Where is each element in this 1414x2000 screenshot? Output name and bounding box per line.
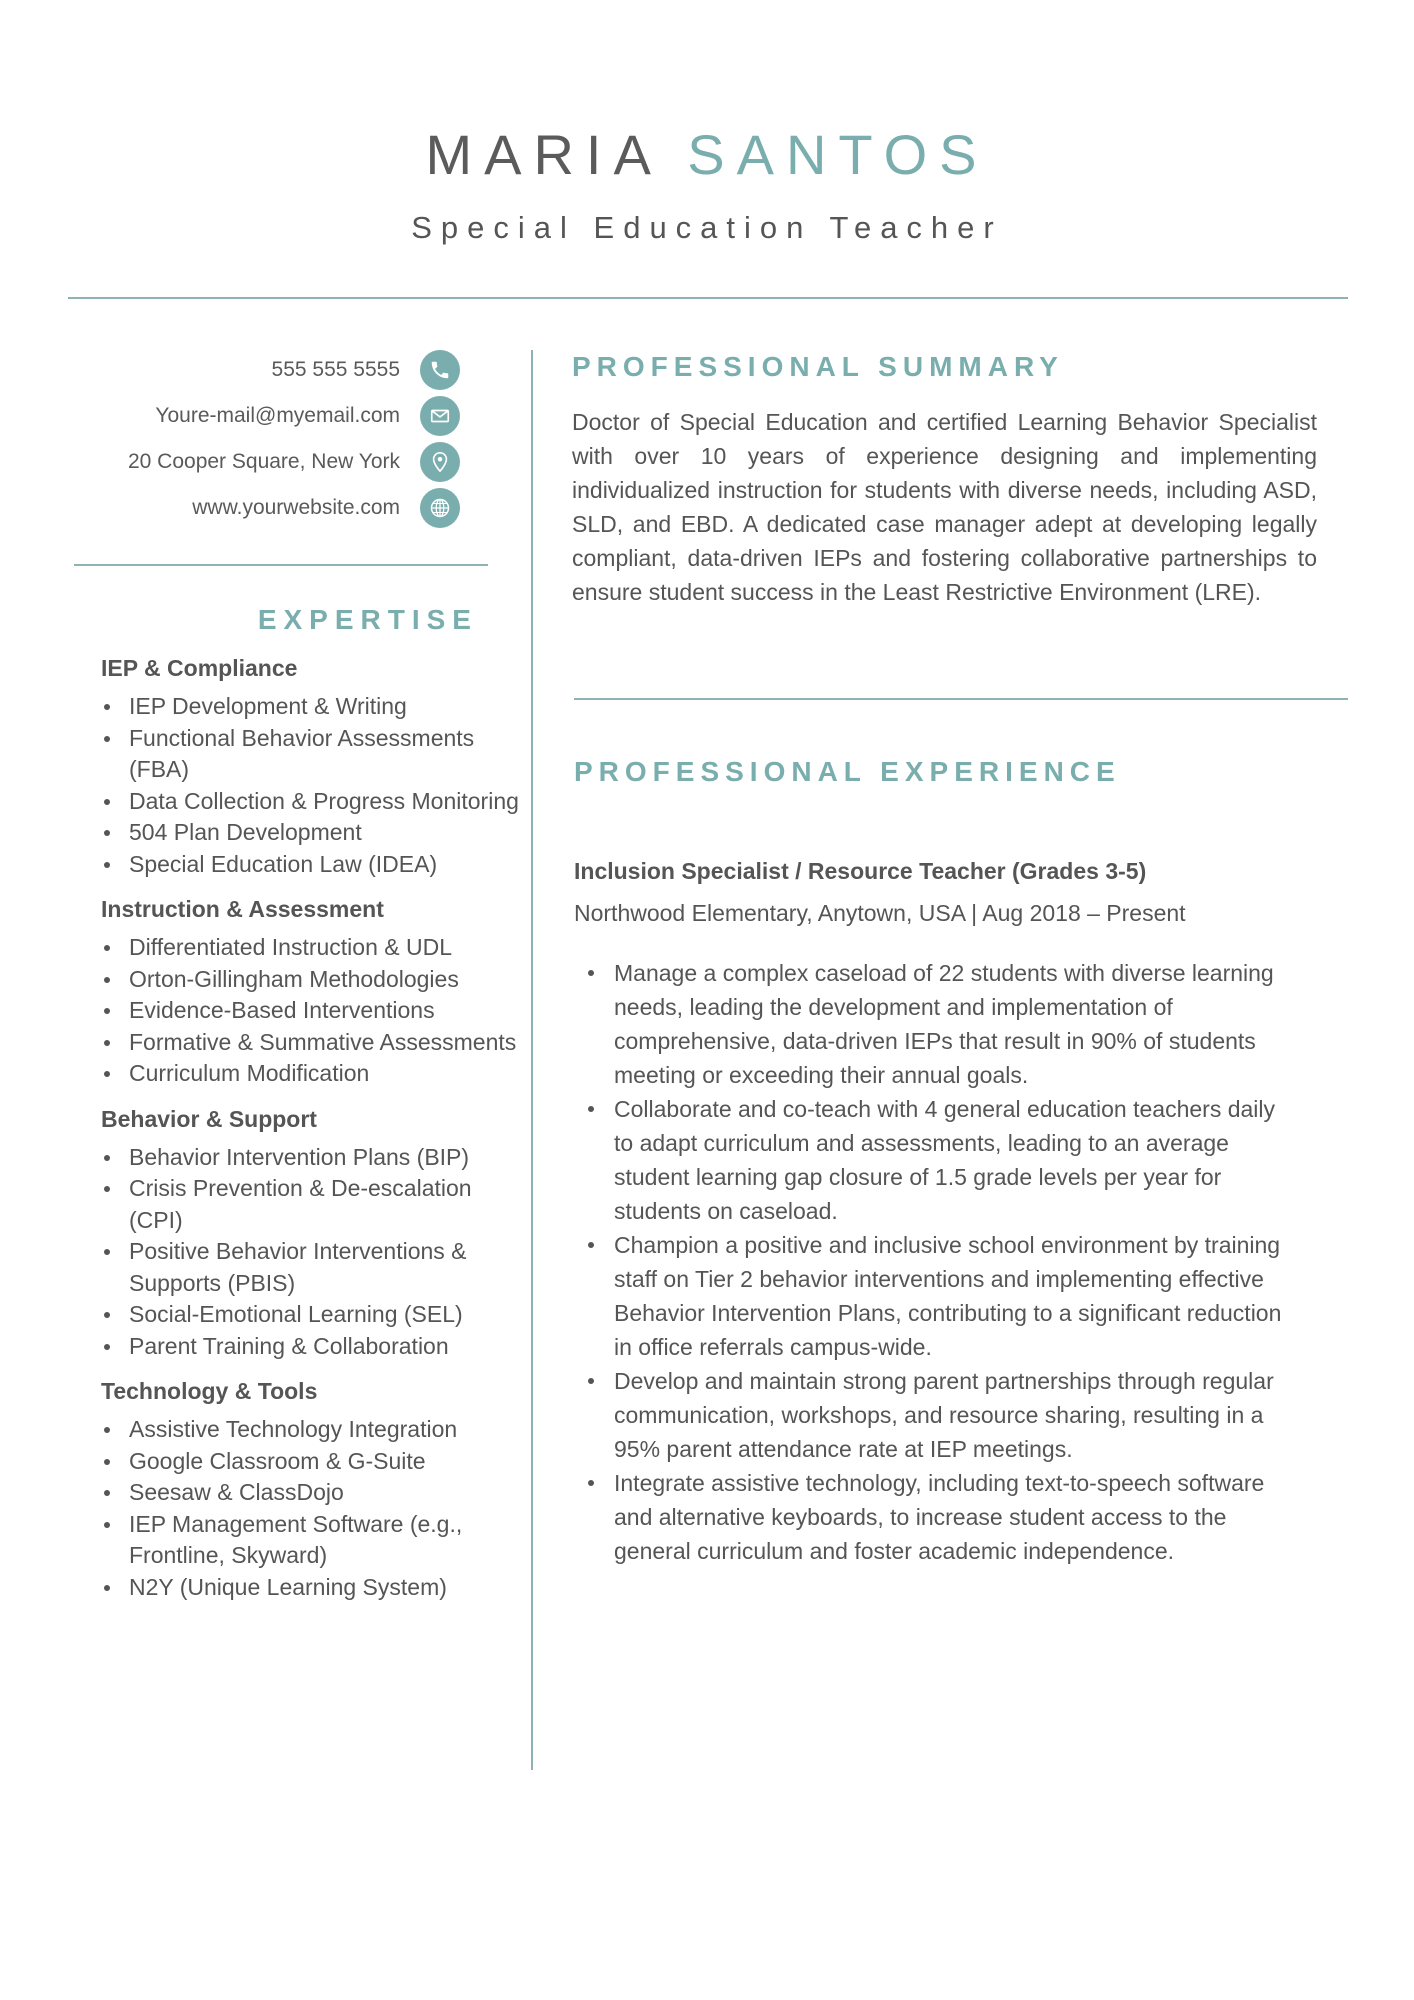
contact-block [60,347,460,531]
expertise-group [101,1102,521,1363]
experience-section [574,752,1314,1568]
experience-heading: PROFESSIONAL EXPERIENCE [574,756,1121,787]
expertise-list [101,691,521,880]
expertise-item: Positive Behavior Interventions & Supports (PBIS) [101,1236,521,1299]
expertise-item: Differentiated Instruction & UDL [101,932,521,964]
summary-heading: PROFESSIONAL SUMMARY [572,351,1064,382]
expertise-item: Crisis Prevention & De-escalation (CPI) [101,1173,521,1236]
job-bullet: Integrate assistive technology, including text-to-speech software and alternative keyboards, to increase student access to the general curriculum and foster academic independence. [574,1466,1294,1568]
expertise-item: N2Y (Unique Learning System) [101,1572,521,1604]
expertise-item: Functional Behavior Assessments (FBA) [101,723,521,786]
contact-divider [74,564,488,566]
last-name: SANTOS [687,123,989,186]
expertise-list [101,932,521,1090]
expertise-item: Evidence-Based Interventions [101,995,521,1027]
job-position-title: Inclusion Specialist / Resource Teacher (Grades 3-5) [574,858,1147,884]
expertise-item: Social-Emotional Learning (SEL) [101,1299,521,1331]
email-text[interactable]: Youre-mail@myemail.com [155,404,400,427]
envelope-icon [420,396,460,436]
header-divider [68,297,1348,299]
expertise-item: 504 Plan Development [101,817,521,849]
expertise-item: Assistive Technology Integration [101,1414,521,1446]
expertise-group [101,651,521,880]
location-pin-icon [420,442,460,482]
resume-header [0,120,1414,248]
phone-icon [420,350,460,390]
expertise-heading: EXPERTISE [257,604,478,635]
contact-address-row [60,439,460,485]
expertise-group-title: Instruction & Assessment [101,896,384,922]
expertise-item: Formative & Summative Assessments [101,1027,521,1059]
expertise-item: IEP Development & Writing [101,691,521,723]
summary-text: Doctor of Special Education and certified Learning Behavior Specialist with over 10 years of experience designing and implementing individualized instruction for students with diverse needs, including ASD, SLD, and EBD. A dedicated case manager adept at developing legally compliant, data-driven IEPs and fostering collaborative partnerships to ensure student success in the Least Restrictive Environment (LRE). [572,409,1317,605]
expertise-item: Special Education Law (IDEA) [101,849,521,881]
first-name: MARIA [425,123,660,186]
expertise-list [101,1142,521,1363]
expertise-group-title: Technology & Tools [101,1378,318,1404]
address-text: 20 Cooper Square, New York [127,450,400,473]
summary-divider [574,698,1348,700]
job-bullet: Champion a positive and inclusive school environment by training staff on Tier 2 behavior interventions and implementing effective Behavior Intervention Plans, contributing to a significant reduction in office referrals campus-wide. [574,1228,1294,1364]
expertise-item: Curriculum Modification [101,1058,521,1090]
contact-website-row [60,485,460,531]
job-employer-dates: Northwood Elementary, Anytown, USA | Aug 2018 – Present [574,900,1186,926]
expertise-item: Behavior Intervention Plans (BIP) [101,1142,521,1174]
expertise-item: Parent Training & Collaboration [101,1331,521,1363]
expertise-group-title: IEP & Compliance [101,655,298,681]
job-bullet: Manage a complex caseload of 22 students with diverse learning needs, leading the development and implementation of comprehensive, data-driven IEPs that result in 90% of students meeting or exceeding their annual goals. [574,956,1294,1092]
column-divider [531,350,533,1770]
job-bullet: Collaborate and co-teach with 4 general education teachers daily to adapt curriculum and assessments, leading to an average student learning gap closure of 1.5 grade levels per year for students on caseload. [574,1092,1294,1228]
expertise-item: Google Classroom & G-Suite [101,1446,521,1478]
job-bullet: Develop and maintain strong parent partnerships through regular communication, workshops, and resource sharing, resulting in a 95% parent attendance rate at IEP meetings. [574,1364,1294,1466]
expertise-group-title: Behavior & Support [101,1105,317,1132]
contact-email-row [60,393,460,439]
phone-text: 555 555 5555 [271,358,400,381]
job-bullets [574,956,1294,1568]
job-title: Special Education Teacher [411,210,1003,245]
candidate-name [0,120,1414,190]
expertise-group [101,1374,521,1603]
expertise-item: Data Collection & Progress Monitoring [101,786,521,818]
summary-section [572,347,1317,609]
website-text[interactable]: www.yourwebsite.com [192,496,400,519]
expertise-item: Orton-Gillingham Methodologies [101,964,521,996]
expertise-list [101,1414,521,1603]
contact-phone-row [60,347,460,393]
expertise-section [101,651,521,1615]
expertise-item: IEP Management Software (e.g., Frontline, Skyward) [101,1509,521,1572]
expertise-item: Seesaw & ClassDojo [101,1477,521,1509]
expertise-group [101,892,521,1090]
globe-icon [420,488,460,528]
